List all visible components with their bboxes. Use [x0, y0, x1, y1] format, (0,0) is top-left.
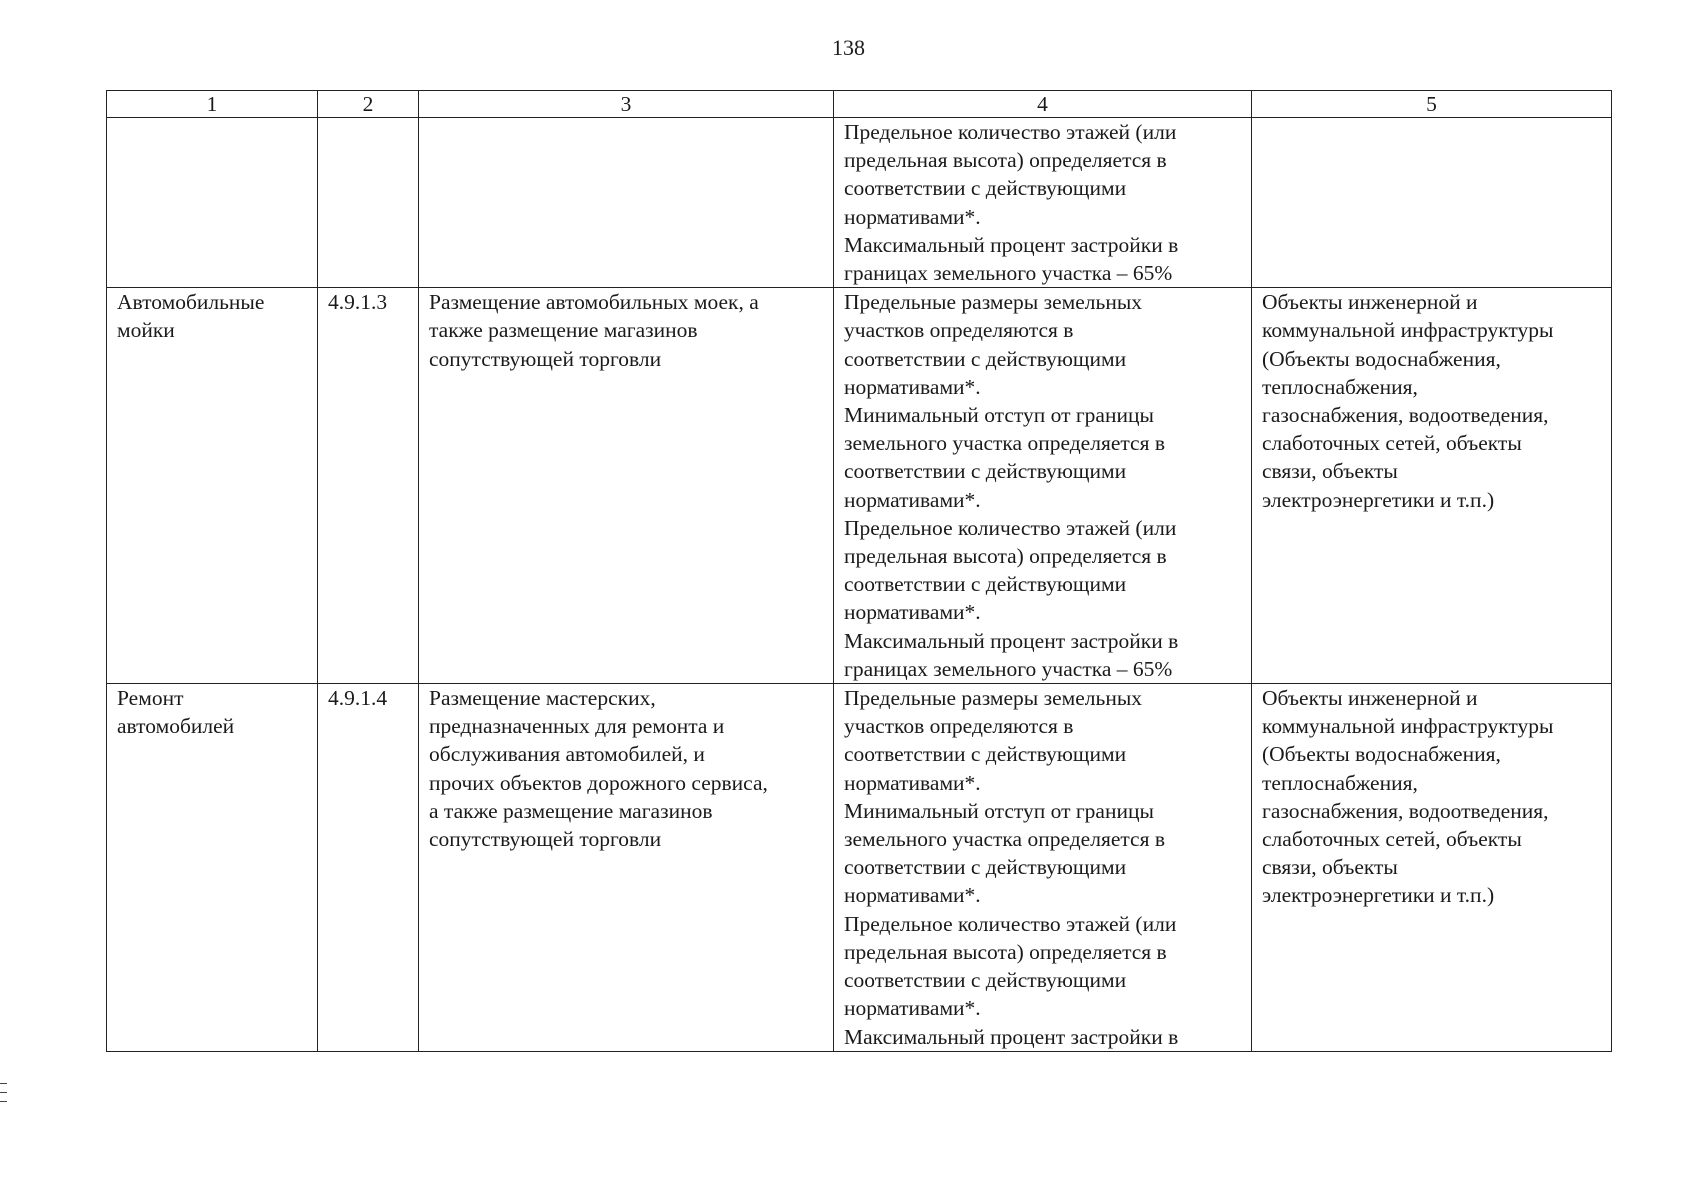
- text-line: нормативами*.: [844, 374, 981, 399]
- text-line: также размещение магазинов: [429, 318, 698, 343]
- text-line: Минимальный отступ от границы: [844, 403, 1154, 428]
- text-line: Объекты инженерной и: [1262, 290, 1478, 315]
- text-line: нормативами*.: [844, 770, 981, 795]
- text-line: Предельное количество этажей (или: [844, 515, 1177, 540]
- text-line: нормативами*.: [844, 204, 981, 229]
- cell-description: [419, 118, 834, 288]
- table-row: [107, 684, 1612, 1052]
- column-header-4: 4: [834, 91, 1252, 118]
- text-line: Автомобильные: [117, 290, 265, 315]
- page-number: 138: [832, 35, 865, 60]
- column-header-5: 5: [1252, 91, 1612, 118]
- text-line: Предельные размеры земельных: [844, 686, 1143, 711]
- text-line: предназначенных для ремонта и: [429, 714, 725, 739]
- text-line: коммунальной инфраструктуры: [1262, 714, 1554, 739]
- text-line: участков определяются в: [844, 714, 1074, 739]
- column-header-3: 3: [419, 91, 834, 118]
- text-line: предельная высота) определяется в: [844, 544, 1167, 569]
- text-line: сопутствующей торговли: [429, 346, 662, 371]
- cell-name: [107, 288, 318, 684]
- text-line: прочих объектов дорожного сервиса,: [429, 770, 768, 795]
- cell-parameters: [834, 118, 1252, 288]
- table-row: [107, 288, 1612, 684]
- text-line: мойки: [117, 318, 175, 343]
- text-line: земельного участка определяется в: [844, 431, 1165, 456]
- text-line: теплоснабжения,: [1262, 374, 1418, 399]
- text-line: нормативами*.: [844, 600, 981, 625]
- text-line: границах земельного участка – 65%: [844, 656, 1173, 681]
- column-header-2: 2: [318, 91, 419, 118]
- text-line: электроэнергетики и т.п.): [1262, 487, 1495, 512]
- text-line: нормативами*.: [844, 487, 981, 512]
- text-line: Максимальный процент застройки в: [844, 628, 1179, 653]
- text-line: Ремонт: [117, 686, 184, 711]
- text-line: коммунальной инфраструктуры: [1262, 318, 1554, 343]
- text-line: обслуживания автомобилей, и: [429, 742, 705, 767]
- cell-code: 4.9.1.3: [318, 288, 419, 684]
- cell-description: [419, 288, 834, 684]
- margin-mark: [0, 1083, 7, 1084]
- text-line: границах земельного участка – 65%: [844, 261, 1173, 286]
- text-line: участков определяются в: [844, 318, 1074, 343]
- text-line: (Объекты водоснабжения,: [1262, 346, 1501, 371]
- text-line: теплоснабжения,: [1262, 770, 1418, 795]
- text-line: связи, объекты: [1262, 855, 1398, 880]
- text-line: газоснабжения, водоотведения,: [1262, 403, 1549, 428]
- cell-code: 4.9.1.4: [318, 684, 419, 1052]
- cell-description: [419, 684, 834, 1052]
- text-line: (Объекты водоснабжения,: [1262, 742, 1501, 767]
- cell-parameters: [834, 684, 1252, 1052]
- table-header: [107, 91, 1612, 118]
- text-line: предельная высота) определяется в: [844, 148, 1167, 173]
- text-line: слаботочных сетей, объекты: [1262, 431, 1522, 456]
- text-line: нормативами*.: [844, 883, 981, 908]
- text-line: соответствии с действующими: [844, 459, 1127, 484]
- cell-infrastructure: [1252, 684, 1612, 1052]
- cell-infrastructure: [1252, 288, 1612, 684]
- cell-name: [107, 118, 318, 288]
- text-line: автомобилей: [117, 714, 235, 739]
- text-line: Предельное количество этажей (или: [844, 120, 1177, 144]
- cell-infrastructure: [1252, 118, 1612, 288]
- text-line: соответствии с действующими: [844, 968, 1127, 993]
- text-line: Максимальный процент застройки в: [844, 1024, 1179, 1049]
- text-line: соответствии с действующими: [844, 855, 1127, 880]
- text-line: соответствии с действующими: [844, 176, 1127, 201]
- text-line: соответствии с действующими: [844, 346, 1127, 371]
- text-line: связи, объекты: [1262, 459, 1398, 484]
- margin-mark: [0, 1101, 7, 1102]
- text-line: сопутствующей торговли: [429, 827, 662, 852]
- text-line: Минимальный отступ от границы: [844, 798, 1154, 823]
- margin-mark: [0, 1092, 7, 1093]
- text-line: земельного участка определяется в: [844, 827, 1165, 852]
- text-line: Размещение мастерских,: [429, 686, 656, 711]
- text-line: предельная высота) определяется в: [844, 939, 1167, 964]
- text-line: Предельное количество этажей (или: [844, 911, 1177, 936]
- text-line: Предельные размеры земельных: [844, 290, 1143, 315]
- cell-parameters: [834, 288, 1252, 684]
- cell-code: [318, 118, 419, 288]
- land-use-table: [106, 90, 1612, 1052]
- header-row: [107, 91, 1612, 118]
- text-line: а также размещение магазинов: [429, 798, 713, 823]
- table-row: [107, 118, 1612, 288]
- table-body: [107, 118, 1612, 1052]
- text-line: Размещение автомобильных моек, а: [429, 290, 759, 315]
- text-line: нормативами*.: [844, 996, 981, 1021]
- text-line: электроэнергетики и т.п.): [1262, 883, 1495, 908]
- text-line: газоснабжения, водоотведения,: [1262, 798, 1549, 823]
- text-line: Объекты инженерной и: [1262, 686, 1478, 711]
- text-line: соответствии с действующими: [844, 742, 1127, 767]
- text-line: Максимальный процент застройки в: [844, 232, 1179, 257]
- column-header-1: 1: [107, 91, 318, 118]
- text-line: слаботочных сетей, объекты: [1262, 827, 1522, 852]
- text-line: соответствии с действующими: [844, 572, 1127, 597]
- cell-name: [107, 684, 318, 1052]
